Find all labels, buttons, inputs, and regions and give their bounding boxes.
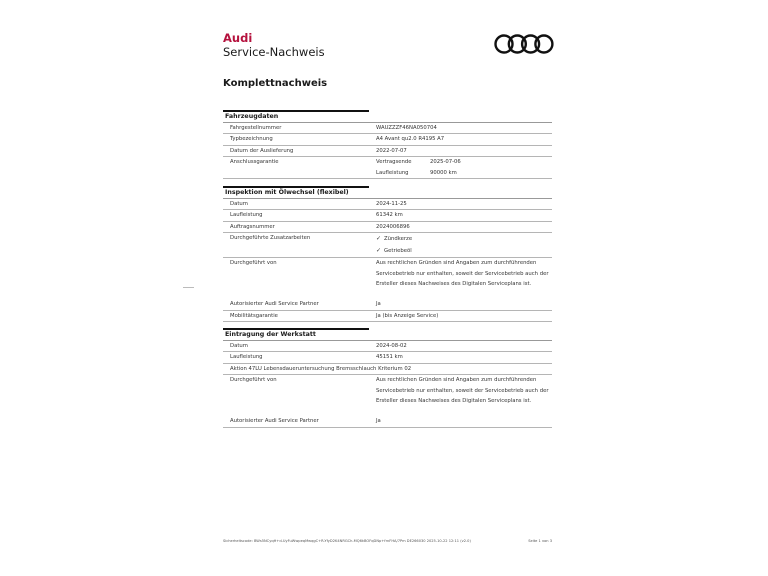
table-row-warranty — [223, 157, 552, 179]
vehicle-data-section — [223, 110, 552, 179]
inspection-section — [223, 186, 552, 322]
extra-item: Getriebeöl — [384, 248, 412, 255]
inspection-date: 2024-11-25 — [376, 201, 407, 207]
table-row — [223, 299, 552, 310]
contract-end-label: Vertragsende — [376, 159, 412, 166]
section-heading: Inspektion mit Ölwechsel (flexibel) — [223, 188, 552, 199]
performed-by-text — [369, 258, 552, 299]
section-heading: Fahrzeugdaten — [223, 112, 552, 123]
security-code: Sicherheitscode: BWs5NCyqH+d-UyFuWwpeqMwqgC+R-YfyD2K4NRGCh-MQ6kBOFqDNp+frnFHA/7Pm DE266030 2025-10-22 12:11 (v2.0) — [223, 539, 471, 543]
row-label: Autorisierter Audi Service Partner — [230, 418, 319, 425]
row-label: Mobilitätsgarantie — [230, 312, 278, 319]
vin-value: WAUZZZF46NA050704 — [376, 125, 437, 131]
row-label: Datum — [230, 201, 248, 207]
extra-item: Zündkerze — [384, 236, 413, 243]
action-description: Aktion 47LU Lebensdaueruntersuchung Bremsschlauch Kriterium 02 — [230, 365, 412, 372]
workshop-date: 2024-08-02 — [376, 343, 407, 349]
partner-value: Ja — [376, 301, 381, 308]
brand-name: Audi — [223, 31, 253, 45]
table-row-performed-by — [223, 375, 552, 416]
table-row — [223, 134, 552, 145]
table-row — [223, 222, 552, 233]
delivery-date-value: 2022-07-07 — [376, 147, 407, 154]
row-label: Laufleistung — [230, 212, 263, 219]
order-number: 2024006896 — [376, 223, 410, 230]
text-line: Aus rechtlichen Gründen sind Angaben zum durchführenden — [376, 260, 537, 267]
row-label: Durchgeführte Zusatzarbeiten — [230, 235, 311, 242]
row-label: Datum — [230, 343, 248, 349]
row-label: Typbezeichnung — [230, 136, 273, 143]
row-label: Laufleistung — [230, 354, 263, 361]
mobility-value: Ja (bis Anzeige Service) — [376, 312, 439, 319]
table-row — [223, 341, 552, 352]
workshop-mileage: 45151 km — [376, 354, 403, 361]
table-row-performed-by — [223, 258, 552, 299]
extras-list — [369, 233, 552, 257]
section-heading: Eintragung der Werkstatt — [223, 330, 552, 341]
table-row — [223, 311, 552, 322]
fold-mark — [183, 287, 194, 288]
text-line: Servicebetrieb nur enthalten, soweit der Servicebetrieb auch der — [376, 387, 549, 394]
table-row-action — [223, 364, 552, 375]
table-row-extras — [223, 233, 552, 258]
table-row — [223, 123, 552, 134]
document-type: Service-Nachweis — [223, 45, 325, 59]
text-line: Servicebetrieb nur enthalten, soweit der Servicebetrieb auch der — [376, 270, 549, 277]
check-icon: ✓ — [376, 235, 382, 243]
row-label: Datum der Auslieferung — [230, 147, 294, 154]
table-row — [223, 146, 552, 157]
warranty-mileage-label: Laufleistung — [376, 169, 409, 176]
table-row — [223, 352, 552, 363]
audi-rings-icon — [494, 33, 554, 55]
brand-header — [223, 32, 325, 59]
contract-end-value: 2025-07-06 — [430, 159, 461, 166]
table-row — [223, 199, 552, 210]
partner-value: Ja — [376, 418, 381, 425]
text-line: Aus rechtlichen Gründen sind Angaben zum durchführenden — [376, 377, 537, 384]
inspection-mileage: 61342 km — [376, 212, 403, 219]
page-footer — [223, 539, 552, 543]
warranty-mileage-value: 90000 km — [430, 169, 457, 176]
performed-by-text — [369, 375, 552, 416]
row-label: Fahrgestellnummer — [230, 125, 282, 131]
row-label: Durchgeführt von — [230, 260, 277, 267]
row-label: Auftragsnummer — [230, 223, 275, 230]
row-label: Autorisierter Audi Service Partner — [230, 301, 319, 308]
text-line: Ersteller dieses Nachweises des Digitalen Serviceplans ist. — [376, 281, 532, 288]
row-label: Durchgeführt von — [230, 377, 277, 384]
type-value: A4 Avant qu2.0 R4195 A7 — [376, 136, 445, 143]
page-number: Seite 1 von 3 — [528, 539, 552, 543]
text-line: Ersteller dieses Nachweises des Digitalen Serviceplans ist. — [376, 398, 532, 405]
workshop-entry-section — [223, 328, 552, 428]
page-title: Komplettnachweis — [223, 78, 328, 89]
table-row — [223, 416, 552, 427]
warranty-details — [369, 157, 552, 178]
table-row — [223, 210, 552, 221]
check-icon: ✓ — [376, 247, 382, 255]
row-label: Anschlussgarantie — [230, 159, 279, 166]
